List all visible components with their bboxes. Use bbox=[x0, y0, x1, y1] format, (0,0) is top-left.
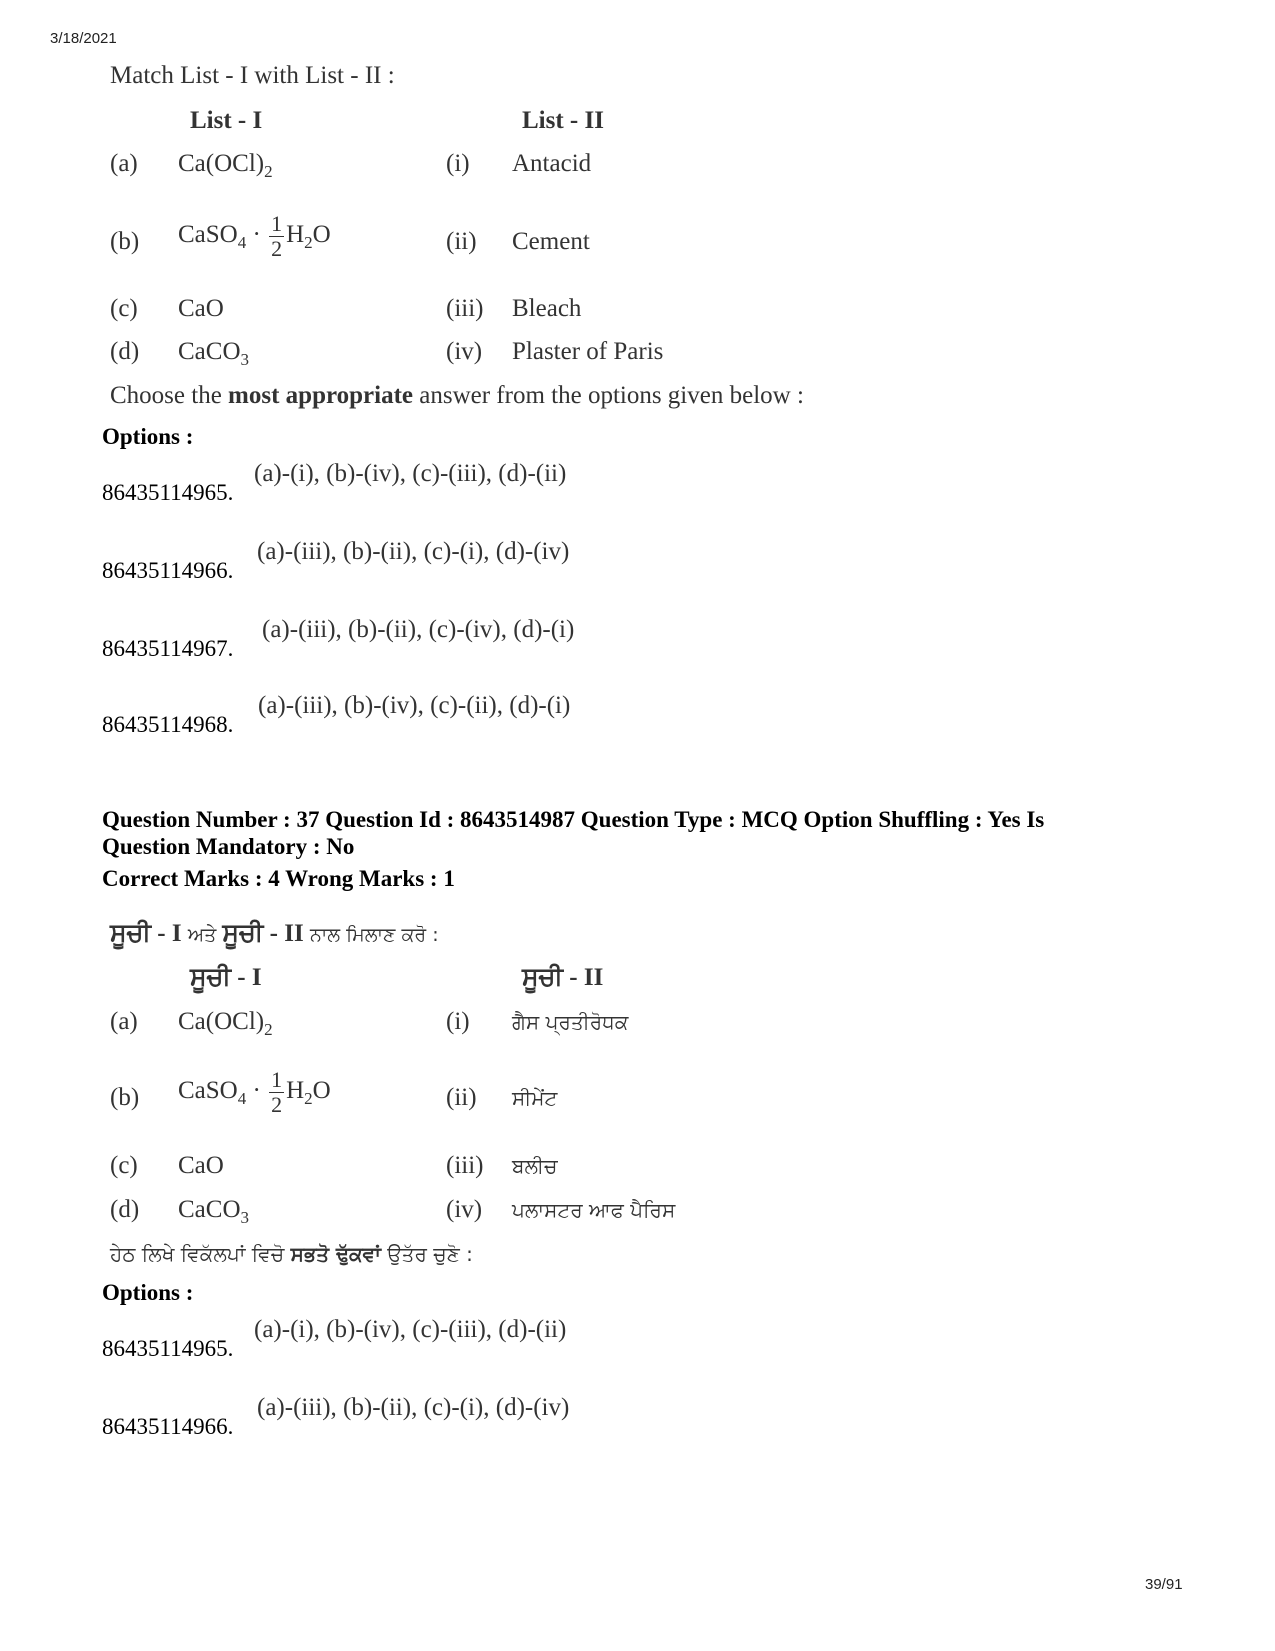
row-roman-ii: (ii) bbox=[446, 228, 477, 255]
formula-main: Ca(OCl) bbox=[178, 1008, 265, 1035]
heading-word: ਸੂਚੀ bbox=[110, 918, 152, 947]
option-item[interactable] bbox=[102, 692, 1002, 742]
fraction bbox=[269, 1068, 284, 1117]
formula-main: Ca(OCl) bbox=[178, 150, 265, 177]
list-2-item: ਪਲਾਸਟਰ ਆਫ ਪੈਰਿਸ bbox=[512, 1198, 676, 1222]
formula-calcium-hypochlorite bbox=[178, 1008, 273, 1040]
formula-h: H bbox=[286, 221, 305, 249]
option-item[interactable] bbox=[102, 616, 1002, 666]
option-item[interactable] bbox=[102, 460, 1002, 510]
formula-subscript: 4 bbox=[237, 233, 247, 253]
question-meta-line-1: Question Number : 37 Question Id : 8643514987 Question Type : MCQ Option Shuffling : Yes Is bbox=[102, 807, 1045, 832]
formula-dot: · bbox=[252, 1077, 261, 1105]
choose-instruction bbox=[110, 382, 804, 410]
row-label-d: (d) bbox=[110, 1196, 140, 1223]
option-item[interactable] bbox=[102, 1316, 1002, 1366]
list-1-heading-punjabi bbox=[190, 962, 262, 992]
option-id: 86435114968. bbox=[102, 712, 234, 737]
print-date: 3/18/2021 bbox=[50, 30, 117, 47]
row-label-c: (c) bbox=[110, 1152, 138, 1179]
option-id: 86435114966. bbox=[102, 558, 234, 583]
list-heading-roman: - II bbox=[563, 964, 604, 991]
formula-main: CaCO bbox=[178, 338, 241, 365]
option-text: (a)-(iii), (b)-(ii), (c)-(iv), (d)-(i) bbox=[262, 616, 575, 643]
heading-word: ਨਾਲ ਮਿਲਾਣ ਕਰੋ : bbox=[309, 924, 439, 946]
formula-h: H bbox=[286, 1077, 305, 1105]
formula-plaster-of-paris bbox=[178, 212, 331, 261]
question-meta-line-2: Question Mandatory : No bbox=[102, 834, 355, 859]
choose-text-post: answer from the options given below : bbox=[413, 382, 804, 409]
row-roman-ii: (ii) bbox=[446, 1084, 477, 1111]
heading-roman: - I bbox=[151, 920, 188, 947]
question-meta bbox=[102, 806, 1122, 860]
list-2-heading: List - II bbox=[522, 107, 604, 134]
option-text: (a)-(iii), (b)-(ii), (c)-(i), (d)-(iv) bbox=[257, 538, 570, 565]
option-id: 86435114967. bbox=[102, 636, 234, 661]
row-label-a: (a) bbox=[110, 150, 138, 177]
choose-instruction-punjabi bbox=[110, 1242, 473, 1266]
row-label-d: (d) bbox=[110, 338, 140, 365]
row-roman-iii: (iii) bbox=[446, 295, 484, 322]
formula-subscript: 2 bbox=[304, 233, 313, 253]
choose-text-bold: most appropriate bbox=[228, 382, 413, 409]
formula-subscript: 2 bbox=[304, 1089, 313, 1109]
marks-line: Correct Marks : 4 Wrong Marks : 1 bbox=[102, 866, 455, 891]
formula-o: O bbox=[312, 221, 331, 249]
list-heading-roman: - I bbox=[231, 964, 262, 991]
option-id: 86435114965. bbox=[102, 1336, 234, 1361]
fraction-numerator: 1 bbox=[271, 1067, 283, 1092]
list-2-item: ਸੀਮੇਂਟ bbox=[512, 1086, 558, 1110]
list-2-item: ਬਲੀਚ bbox=[512, 1154, 558, 1178]
list-1-heading: List - I bbox=[190, 107, 263, 134]
formula-main: CaCO bbox=[178, 1196, 241, 1223]
formula-calcium-oxide: CaO bbox=[178, 1152, 224, 1179]
list-heading-word: ਸੂਚੀ bbox=[190, 962, 232, 991]
row-roman-iii: (iii) bbox=[446, 1152, 484, 1179]
formula-subscript: 3 bbox=[240, 1208, 249, 1227]
heading-word: ਅਤੇ bbox=[187, 924, 223, 946]
list-heading-word: ਸੂਚੀ bbox=[522, 962, 564, 991]
option-text: (a)-(i), (b)-(iv), (c)-(iii), (d)-(ii) bbox=[254, 460, 567, 487]
fraction-numerator: 1 bbox=[271, 211, 283, 236]
option-id: 86435114965. bbox=[102, 480, 234, 505]
formula-dot: · bbox=[252, 221, 261, 249]
row-label-a: (a) bbox=[110, 1008, 138, 1035]
option-text: (a)-(iii), (b)-(ii), (c)-(i), (d)-(iv) bbox=[257, 1394, 570, 1421]
formula-subscript: 2 bbox=[264, 1020, 273, 1039]
option-text: (a)-(iii), (b)-(iv), (c)-(ii), (d)-(i) bbox=[258, 692, 571, 719]
row-roman-iv: (iv) bbox=[446, 1196, 483, 1223]
fraction-denominator: 2 bbox=[271, 236, 283, 261]
option-item[interactable] bbox=[102, 1394, 1002, 1444]
row-roman-iv: (iv) bbox=[446, 338, 483, 365]
formula-subscript: 3 bbox=[240, 350, 249, 369]
formula-main: CaSO bbox=[178, 221, 238, 249]
choose-text-post: ਉਤੱਰ ਚੁਣੋ : bbox=[380, 1242, 473, 1266]
heading-roman: - II bbox=[263, 920, 310, 947]
formula-subscript: 2 bbox=[264, 162, 273, 181]
row-roman-i: (i) bbox=[446, 1008, 470, 1035]
choose-text-pre: Choose the bbox=[110, 382, 229, 409]
list-2-item: Cement bbox=[512, 228, 590, 255]
formula-o: O bbox=[312, 1077, 331, 1105]
fraction-denominator: 2 bbox=[271, 1092, 283, 1117]
options-label: Options : bbox=[102, 424, 194, 449]
list-2-item: ਗੈਸ ਪ੍ਰਤੀਰੋਧਕ bbox=[512, 1010, 629, 1034]
question-intro-punjabi bbox=[110, 918, 439, 948]
choose-text-pre: ਹੇਠ ਲਿਖੇ ਵਿਕੱਲਪਾਂ ਵਿਚੋ bbox=[110, 1242, 291, 1266]
list-2-item: Bleach bbox=[512, 295, 582, 322]
formula-calcium-oxide: CaO bbox=[178, 295, 224, 322]
formula-calcium-carbonate bbox=[178, 338, 249, 370]
formula-plaster-of-paris bbox=[178, 1068, 331, 1117]
list-2-item: Antacid bbox=[512, 150, 592, 177]
formula-calcium-hypochlorite bbox=[178, 150, 273, 182]
list-2-item: Plaster of Paris bbox=[512, 338, 664, 365]
row-label-b: (b) bbox=[110, 1084, 140, 1111]
choose-text-bold: ਸਭਤੋ ਢੁੱਕਵਾਂ bbox=[290, 1242, 381, 1266]
heading-word: ਸੂਚੀ bbox=[222, 918, 264, 947]
fraction bbox=[269, 212, 284, 261]
formula-main: CaSO bbox=[178, 1077, 238, 1105]
page-number: 39/91 bbox=[1145, 1576, 1183, 1593]
option-item[interactable] bbox=[102, 538, 1002, 588]
row-label-c: (c) bbox=[110, 295, 138, 322]
question-intro: Match List - I with List - II : bbox=[110, 62, 395, 89]
row-roman-i: (i) bbox=[446, 150, 470, 177]
option-id: 86435114966. bbox=[102, 1414, 234, 1439]
formula-calcium-carbonate bbox=[178, 1196, 249, 1228]
option-text: (a)-(i), (b)-(iv), (c)-(iii), (d)-(ii) bbox=[254, 1316, 567, 1343]
row-label-b: (b) bbox=[110, 228, 140, 255]
options-label: Options : bbox=[102, 1280, 194, 1305]
formula-subscript: 4 bbox=[237, 1089, 247, 1109]
list-2-heading-punjabi bbox=[522, 962, 603, 992]
